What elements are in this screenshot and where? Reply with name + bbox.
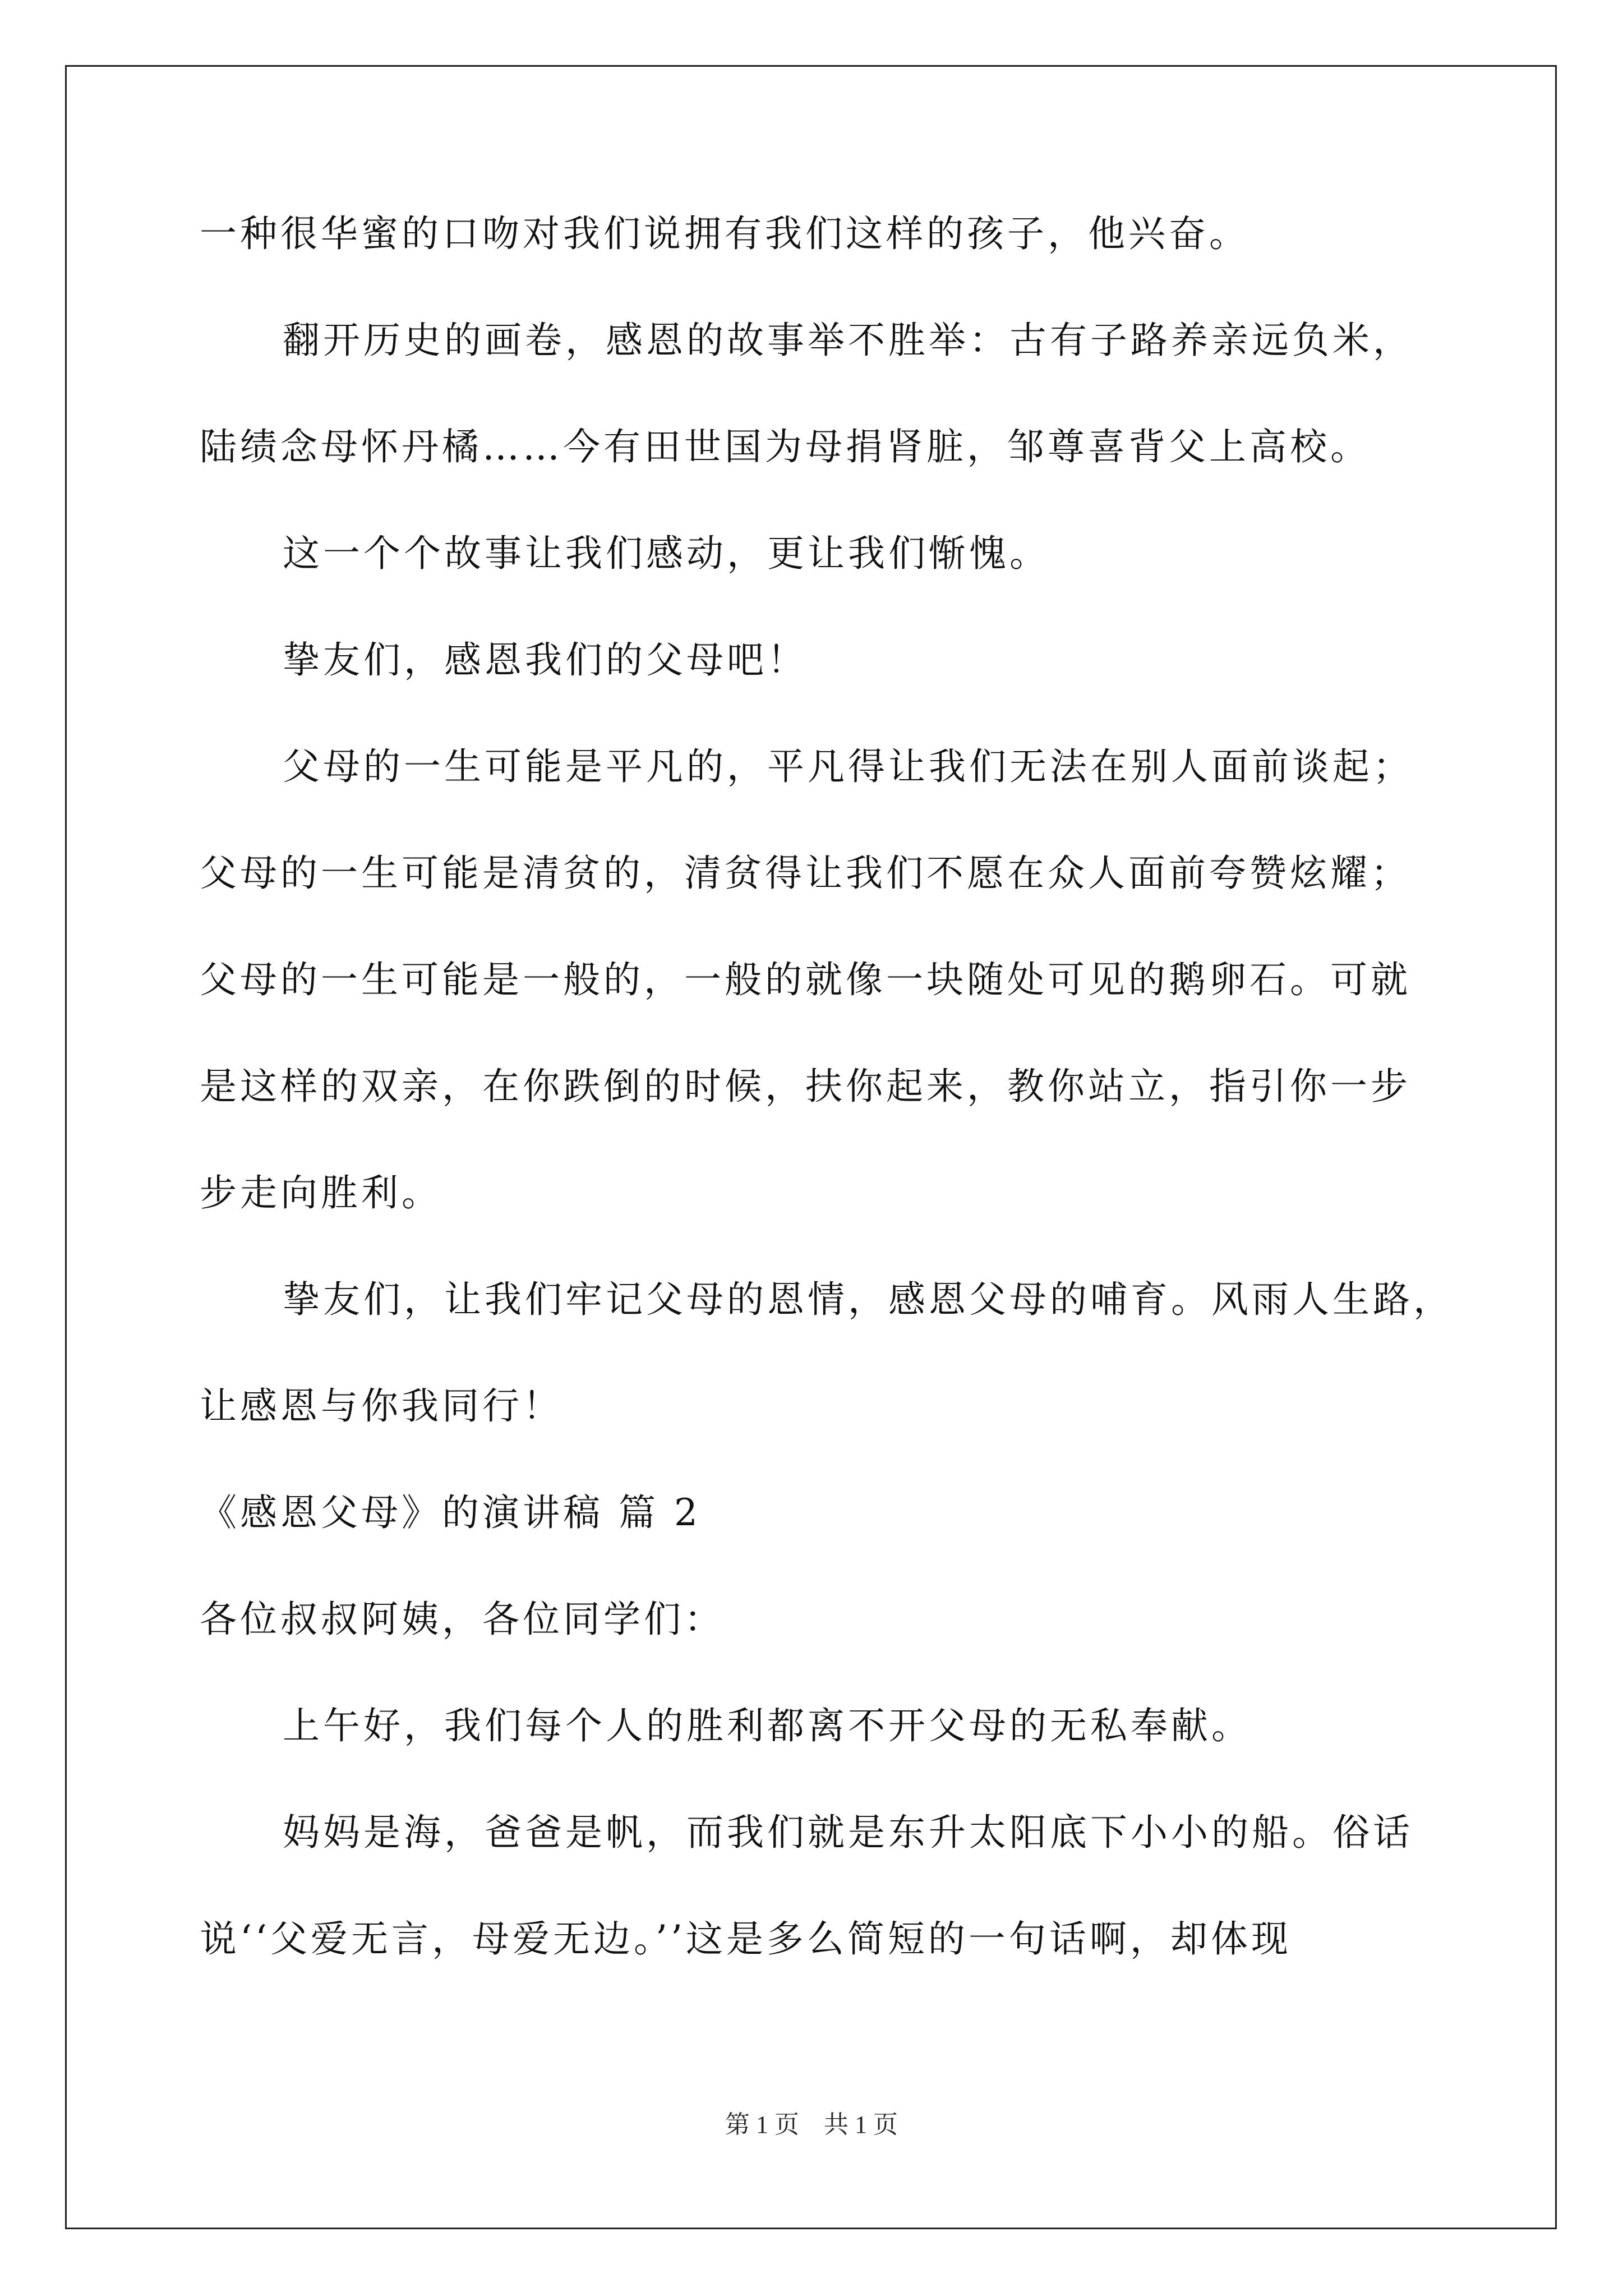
text-line: 父母的一生可能是清贫的，清贫得让我们不愿在众人面前夸赞炫耀；: [200, 852, 1411, 895]
salutation: 各位叔叔阿姨，各位同学们：: [200, 1598, 725, 1641]
text-line: 是这样的双亲，在你跌倒的时候，扶你起来，教你站立，指引你一步: [200, 1065, 1411, 1108]
section-heading: 《感恩父母》的演讲稿 篇 2: [200, 1491, 701, 1534]
text-line: 让感恩与你我同行！: [200, 1384, 563, 1428]
text-line: 陆绩念母怀丹橘……今有田世国为母捐肾脏，邹尊喜背父上高校。: [200, 425, 1371, 468]
paragraph-line: 妈妈是海，爸爸是帆，而我们就是东升太阳底下小小的船。俗话: [283, 1811, 1413, 1854]
paragraph-line: 挚友们，感恩我们的父母吧！: [283, 638, 808, 682]
paragraph-line: 翻开历史的画卷，感恩的故事举不胜举：古有子路养亲远负米，: [283, 319, 1413, 362]
page-border: [65, 65, 1557, 2229]
text-line: 步走向胜利。: [200, 1171, 442, 1214]
text-line: 父母的一生可能是一般的，一般的就像一块随处可见的鹅卵石。可就: [200, 958, 1411, 1001]
text-line: 一种很华蜜的口吻对我们说拥有我们这样的孩子，他兴奋。: [200, 212, 1249, 255]
page-number-footer: 第 1 页 共 1 页: [725, 2111, 898, 2138]
paragraph-line: 上午好，我们每个人的胜利都离不开父母的无私奉献。: [283, 1704, 1252, 1747]
paragraph-line: 这一个个故事让我们感动，更让我们惭愧。: [283, 532, 1050, 575]
text-line: 说‘‘父爱无言，母爱无边。’’这是多么简短的一句话啊，却体现: [200, 1917, 1292, 1961]
paragraph-line: 挚友们，让我们牢记父母的恩情，感恩父母的哺育。风雨人生路，: [283, 1278, 1454, 1321]
paragraph-line: 父母的一生可能是平凡的，平凡得让我们无法在别人面前谈起；: [283, 745, 1413, 788]
